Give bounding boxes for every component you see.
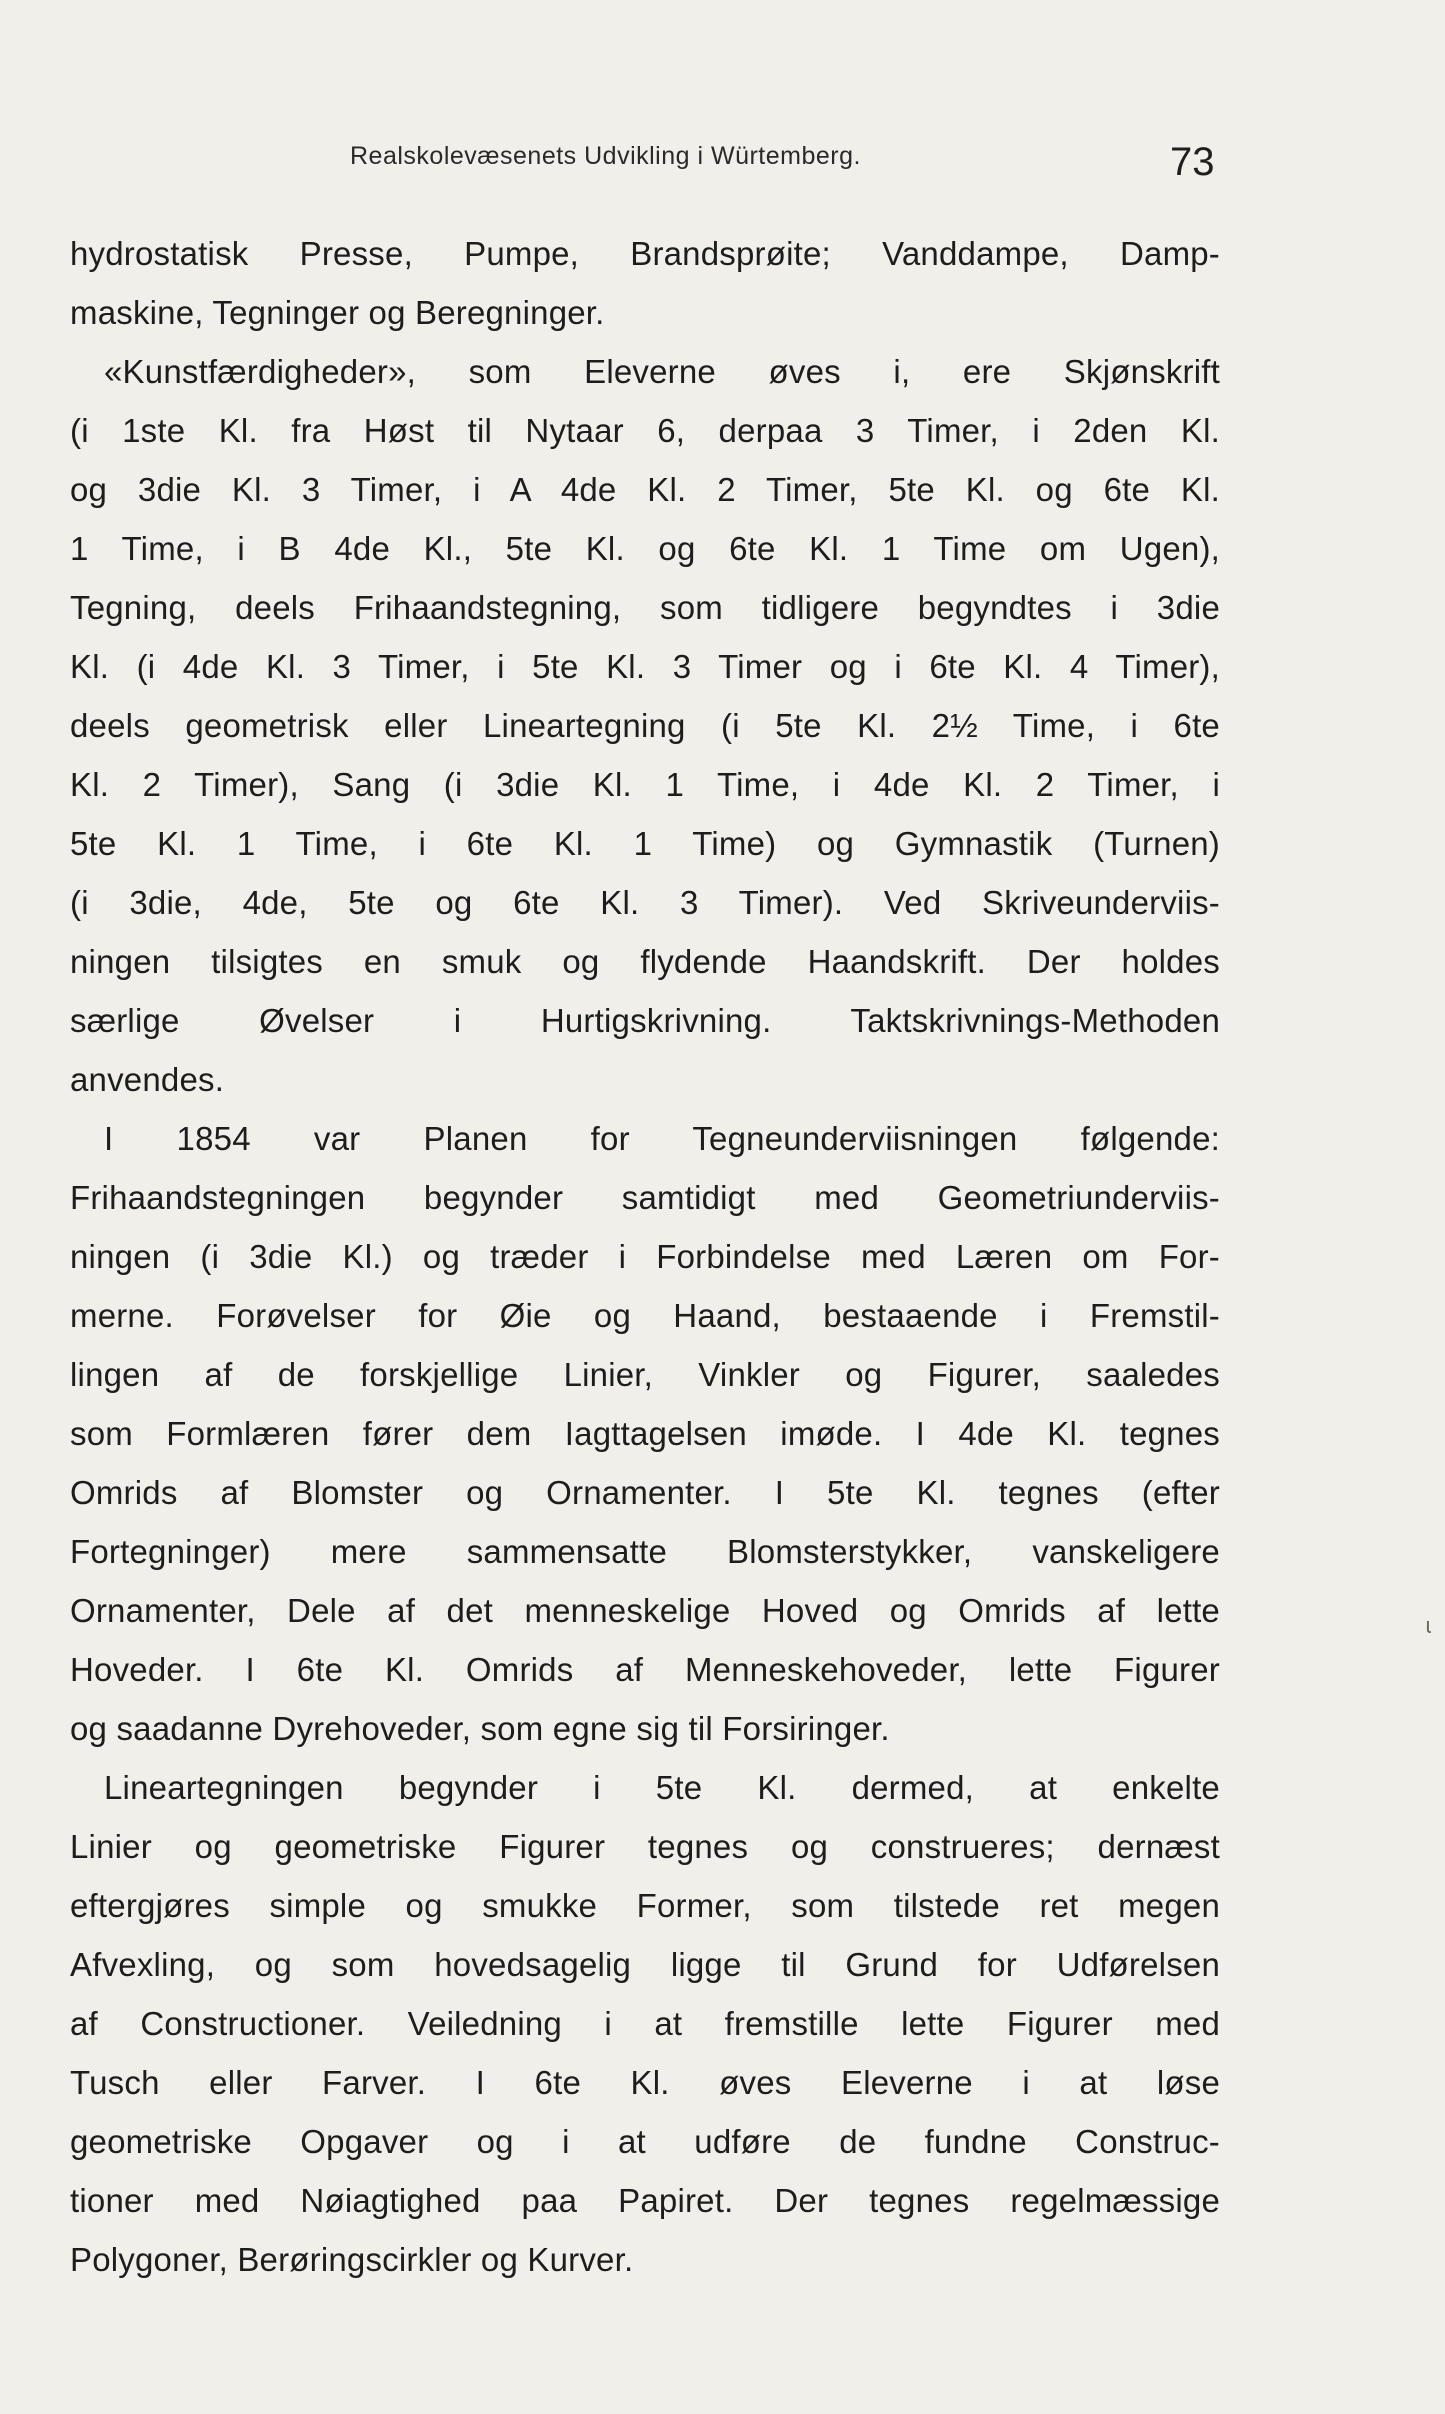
text-line: Hoveder. I 6te Kl. Omrids af Menneskehoveder, lette Figurer [70, 1651, 1220, 1688]
text-line: Frihaandstegningen begynder samtidigt med Geometriunderviis- [70, 1179, 1220, 1216]
text-line: som Formlæren fører dem Iagttagelsen imøde. I 4de Kl. tegnes [70, 1415, 1220, 1452]
running-title: Realskolevæsenets Udvikling i Würtemberg. [350, 142, 861, 170]
text-line: Ornamenter, Dele af det menneskelige Hoved og Omrids af lette [70, 1592, 1220, 1629]
text-line: Tegning, deels Frihaandstegning, som tidligere begyndtes i 3die [70, 589, 1220, 626]
text-line: Lineartegningen begynder i 5te Kl. dermed, at enkelte [104, 1769, 1220, 1806]
text-line: 5te Kl. 1 Time, i 6te Kl. 1 Time) og Gymnastik (Turnen) [70, 825, 1220, 862]
margin-mark: ɩ [1426, 1613, 1431, 1638]
text-line: tioner med Nøiagtighed paa Papiret. Der tegnes regelmæssige [70, 2182, 1220, 2219]
text-line: I 1854 var Planen for Tegneunderviisningen følgende: [104, 1120, 1220, 1157]
text-line: ningen (i 3die Kl.) og træder i Forbindelse med Læren om For- [70, 1238, 1220, 1275]
text-line: Fortegninger) mere sammensatte Blomsterstykker, vanskeligere [70, 1533, 1220, 1570]
text-line: anvendes. [70, 1061, 225, 1098]
text-line: og 3die Kl. 3 Timer, i A 4de Kl. 2 Timer, 5te Kl. og 6te Kl. [70, 471, 1220, 508]
text-line: maskine, Tegninger og Beregninger. [70, 294, 605, 331]
text-line: Kl. 2 Timer), Sang (i 3die Kl. 1 Time, i 4de Kl. 2 Timer, i [70, 766, 1220, 803]
text-line: Linier og geometriske Figurer tegnes og construeres; dernæst [70, 1828, 1220, 1865]
text-line: geometriske Opgaver og i at udføre de fundne Construc- [70, 2123, 1220, 2160]
page-number: 73 [1170, 140, 1215, 184]
text-line: og saadanne Dyrehoveder, som egne sig til Forsiringer. [70, 1710, 890, 1747]
text-line: Afvexling, og som hovedsagelig ligge til Grund for Udførelsen [70, 1946, 1220, 1983]
text-line: «Kunstfærdigheder», som Eleverne øves i, ere Skjønskrift [104, 353, 1220, 390]
text-line: Kl. (i 4de Kl. 3 Timer, i 5te Kl. 3 Timer og i 6te Kl. 4 Timer), [70, 648, 1220, 685]
text-line: (i 1ste Kl. fra Høst til Nytaar 6, derpaa 3 Timer, i 2den Kl. [70, 412, 1220, 449]
text-line: merne. Forøvelser for Øie og Haand, bestaaende i Fremstil- [70, 1297, 1220, 1334]
text-line: Omrids af Blomster og Ornamenter. I 5te Kl. tegnes (efter [70, 1474, 1220, 1511]
body-text [70, 224, 1220, 2289]
text-line: lingen af de forskjellige Linier, Vinkler og Figurer, saaledes [70, 1356, 1220, 1393]
text-line: ningen tilsigtes en smuk og flydende Haandskrift. Der holdes [70, 943, 1220, 980]
text-line: (i 3die, 4de, 5te og 6te Kl. 3 Timer). Ved Skriveunderviis- [70, 884, 1220, 921]
text-line: eftergjøres simple og smukke Former, som tilstede ret megen [70, 1887, 1220, 1924]
text-line: deels geometrisk eller Lineartegning (i 5te Kl. 2½ Time, i 6te [70, 707, 1220, 744]
text-line: Polygoner, Berøringscirkler og Kurver. [70, 2241, 634, 2278]
text-line: særlige Øvelser i Hurtigskrivning. Taktskrivnings-Methoden [70, 1002, 1220, 1039]
text-line: 1 Time, i B 4de Kl., 5te Kl. og 6te Kl. 1 Time om Ugen), [70, 530, 1220, 567]
text-line: af Constructioner. Veiledning i at fremstille lette Figurer med [70, 2005, 1220, 2042]
text-line: hydrostatisk Presse, Pumpe, Brandsprøite; Vanddampe, Damp- [70, 235, 1220, 272]
text-line: Tusch eller Farver. I 6te Kl. øves Eleverne i at løse [70, 2064, 1220, 2101]
page-header [0, 140, 1445, 190]
